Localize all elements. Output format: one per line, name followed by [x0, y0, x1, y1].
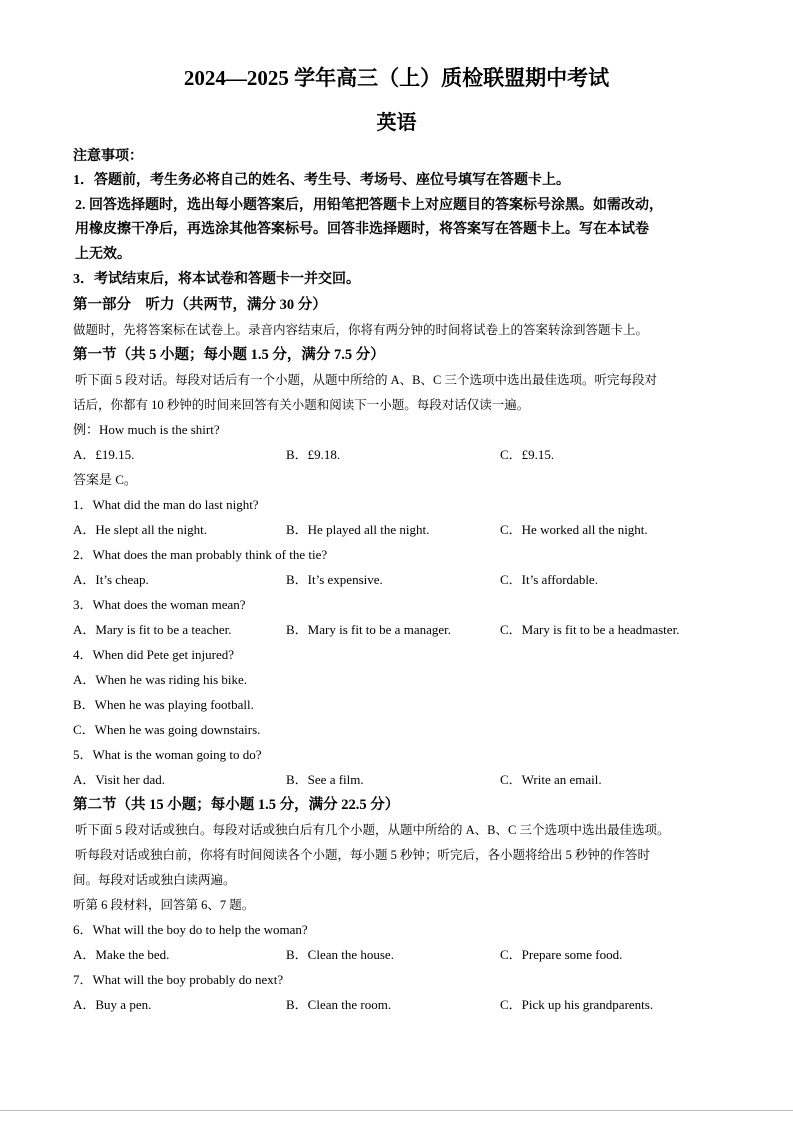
question-6-option-c: C．Prepare some food.	[500, 947, 623, 962]
page-bottom-rule	[0, 1110, 793, 1111]
question-2-option-b: B．It’s expensive.	[286, 572, 383, 587]
question-6-option-b: B．Clean the house.	[286, 947, 394, 962]
notice-item-2-line-3: 上无效。	[75, 247, 131, 262]
section2-heading: 第二节（共 15 小题；每小题 1.5 分，满分 22.5 分）	[73, 797, 400, 813]
question-7-option-b: B．Clean the room.	[286, 997, 392, 1012]
question-5-option-b: B．See a film.	[286, 772, 364, 787]
notice-item-2-line-2: 用橡皮擦干净后，再选涂其他答案标号。回答非选择题时，将答案写在答题卡上。写在本试卷	[75, 222, 649, 237]
question-3-stem: 3．What does the woman mean?	[73, 597, 246, 612]
question-1-option-a: A．He slept all the night.	[73, 522, 207, 537]
subject-title: 英语	[376, 112, 417, 134]
example-option-a: A．£19.15.	[73, 447, 135, 462]
question-1-stem: 1．What did the man do last night?	[73, 497, 259, 512]
question-5-option-c: C．Write an email.	[500, 772, 602, 787]
question-3-option-a: A．Mary is fit to be a teacher.	[73, 622, 232, 637]
question-1-option-c: C．He worked all the night.	[500, 522, 648, 537]
example-question: 例：How much is the shirt?	[73, 422, 220, 437]
notice-item-1: 1．答题前，考生务必将自己的姓名、考生号、考场号、座位号填写在答题卡上。	[73, 173, 570, 188]
example-option-c: C．£9.15.	[500, 447, 555, 462]
section2-instruction-line-2: 听每段对话或独白前，你将有时间阅读各个小题，每小题 5 秒钟；听完后，各小题将给出 5 秒钟的作答时	[75, 848, 651, 862]
part1-heading: 第一部分 听力（共两节，满分 30 分）	[73, 297, 327, 313]
question-5-option-a: A．Visit her dad.	[73, 772, 166, 787]
question-2-option-c: C．It’s affordable.	[500, 572, 598, 587]
question-7-option-c: C．Pick up his grandparents.	[500, 997, 654, 1012]
notice-item-3: 3．考试结束后，将本试卷和答题卡一并交回。	[73, 272, 360, 287]
notice-item-2-line-1: 2. 回答选择题时，选出每小题答案后，用铅笔把答题卡上对应题目的答案标号涂黑。如需改动，	[75, 198, 663, 213]
question-7-option-a: A．Buy a pen.	[73, 997, 152, 1012]
material-6-label: 听第 6 段材料，回答第 6、7 题。	[73, 898, 255, 912]
question-6-stem: 6．What will the boy do to help the woman?	[73, 922, 308, 937]
section1-instruction-line-1: 听下面 5 段对话。每段对话后有一个小题，从题中所给的 A、B、C 三个选项中选出最佳选项。听完每段对	[75, 373, 657, 387]
section2-instruction-line-3: 间。每段对话或独白读两遍。	[73, 873, 236, 887]
question-4-stem: 4．When did Pete get injured?	[73, 647, 235, 662]
section2-instruction-line-1: 听下面 5 段对话或独白。每段对话或独白后有几个小题，从题中所给的 A、B、C 三个选项中选出最佳选项。	[75, 823, 670, 837]
question-1-option-b: B．He played all the night.	[286, 522, 430, 537]
notice-heading: 注意事项：	[73, 149, 143, 164]
question-4-option-a: A．When he was riding his bike.	[73, 672, 248, 687]
question-2-stem: 2．What does the man probably think of the tie?	[73, 547, 328, 562]
question-2-option-a: A．It’s cheap.	[73, 572, 149, 587]
question-4-option-c: C．When he was going downstairs.	[73, 722, 261, 737]
question-5-stem: 5．What is the woman going to do?	[73, 747, 262, 762]
question-6-option-a: A．Make the bed.	[73, 947, 170, 962]
section1-instruction-line-2: 话后，你都有 10 秒钟的时间来回答有关小题和阅读下一小题。每段对话仅读一遍。	[73, 398, 530, 412]
example-answer: 答案是 C。	[73, 472, 137, 487]
question-3-option-b: B．Mary is fit to be a manager.	[286, 622, 451, 637]
exam-title: 2024—2025 学年高三（上）质检联盟期中考试	[183, 66, 610, 90]
question-4-option-b: B．When he was playing football.	[73, 697, 254, 712]
part1-instruction: 做题时，先将答案标在试卷上。录音内容结束后，你将有两分钟的时间将试卷上的答案转涂到答题卡上。	[73, 323, 649, 337]
question-7-stem: 7．What will the boy probably do next?	[73, 972, 284, 987]
example-option-b: B．£9.18.	[286, 447, 341, 462]
question-3-option-c: C．Mary is fit to be a headmaster.	[500, 622, 680, 637]
section1-heading: 第一节（共 5 小题；每小题 1.5 分，满分 7.5 分）	[73, 347, 385, 363]
